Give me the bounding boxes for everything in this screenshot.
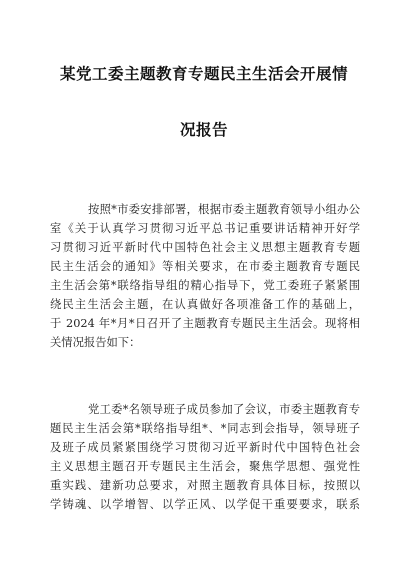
paragraph-1-line: 按照*市委安排部署，根据市委主题教育领导小组办公 xyxy=(88,203,360,216)
paragraph-2-line: 重实践、建新功总要求，对照主题教育具体目标，按照以 xyxy=(50,479,360,492)
paragraph-1-line: 关情况报告如下： xyxy=(50,336,141,349)
paragraph-2-line: 题民主生活会第*联络指导组*、*同志到会指导，领导班子 xyxy=(50,422,360,435)
paragraph-2-line: 党工委*名领导班子成员参加了会议，市委主题教育专 xyxy=(88,403,360,416)
paragraph-2-line: 主义思想主题召开专题民主生活会，聚焦学思想、强党性 xyxy=(50,460,360,473)
document-title-line-1: 某党工委主题教育专题民主生活会开展情 xyxy=(59,64,348,83)
document-title-line-2: 况报告 xyxy=(179,120,228,139)
paragraph-1-line: 于 2024 年*月*日召开了主题教育专题民主生活会。现将相 xyxy=(50,317,360,330)
paragraph-2-line: 及班子成员紧紧围绕学习贯彻习近平新时代中国特色社会 xyxy=(50,441,360,454)
paragraph-1-line: 室《关于认真学习贯彻习近平总书记重要讲话精神开好学 xyxy=(50,222,360,235)
paragraph-1-line: 绕民主生活会主题，在认真做好各项准备工作的基础上， xyxy=(50,298,360,311)
paragraph-1-line: 民主生活会的通知》等相关要求，在市委主题教育专题民 xyxy=(50,260,360,273)
paragraph-1-line: 习贯彻习近平新时代中国特色社会主义思想主题教育专题 xyxy=(50,241,360,254)
paragraph-1-line: 主生活会第*联络指导组的精心指导下，党工委班子紧紧围 xyxy=(50,279,360,292)
paragraph-2-line: 学铸魂、以学增智、以学正风、以学促干重要要求，联系 xyxy=(50,498,360,511)
